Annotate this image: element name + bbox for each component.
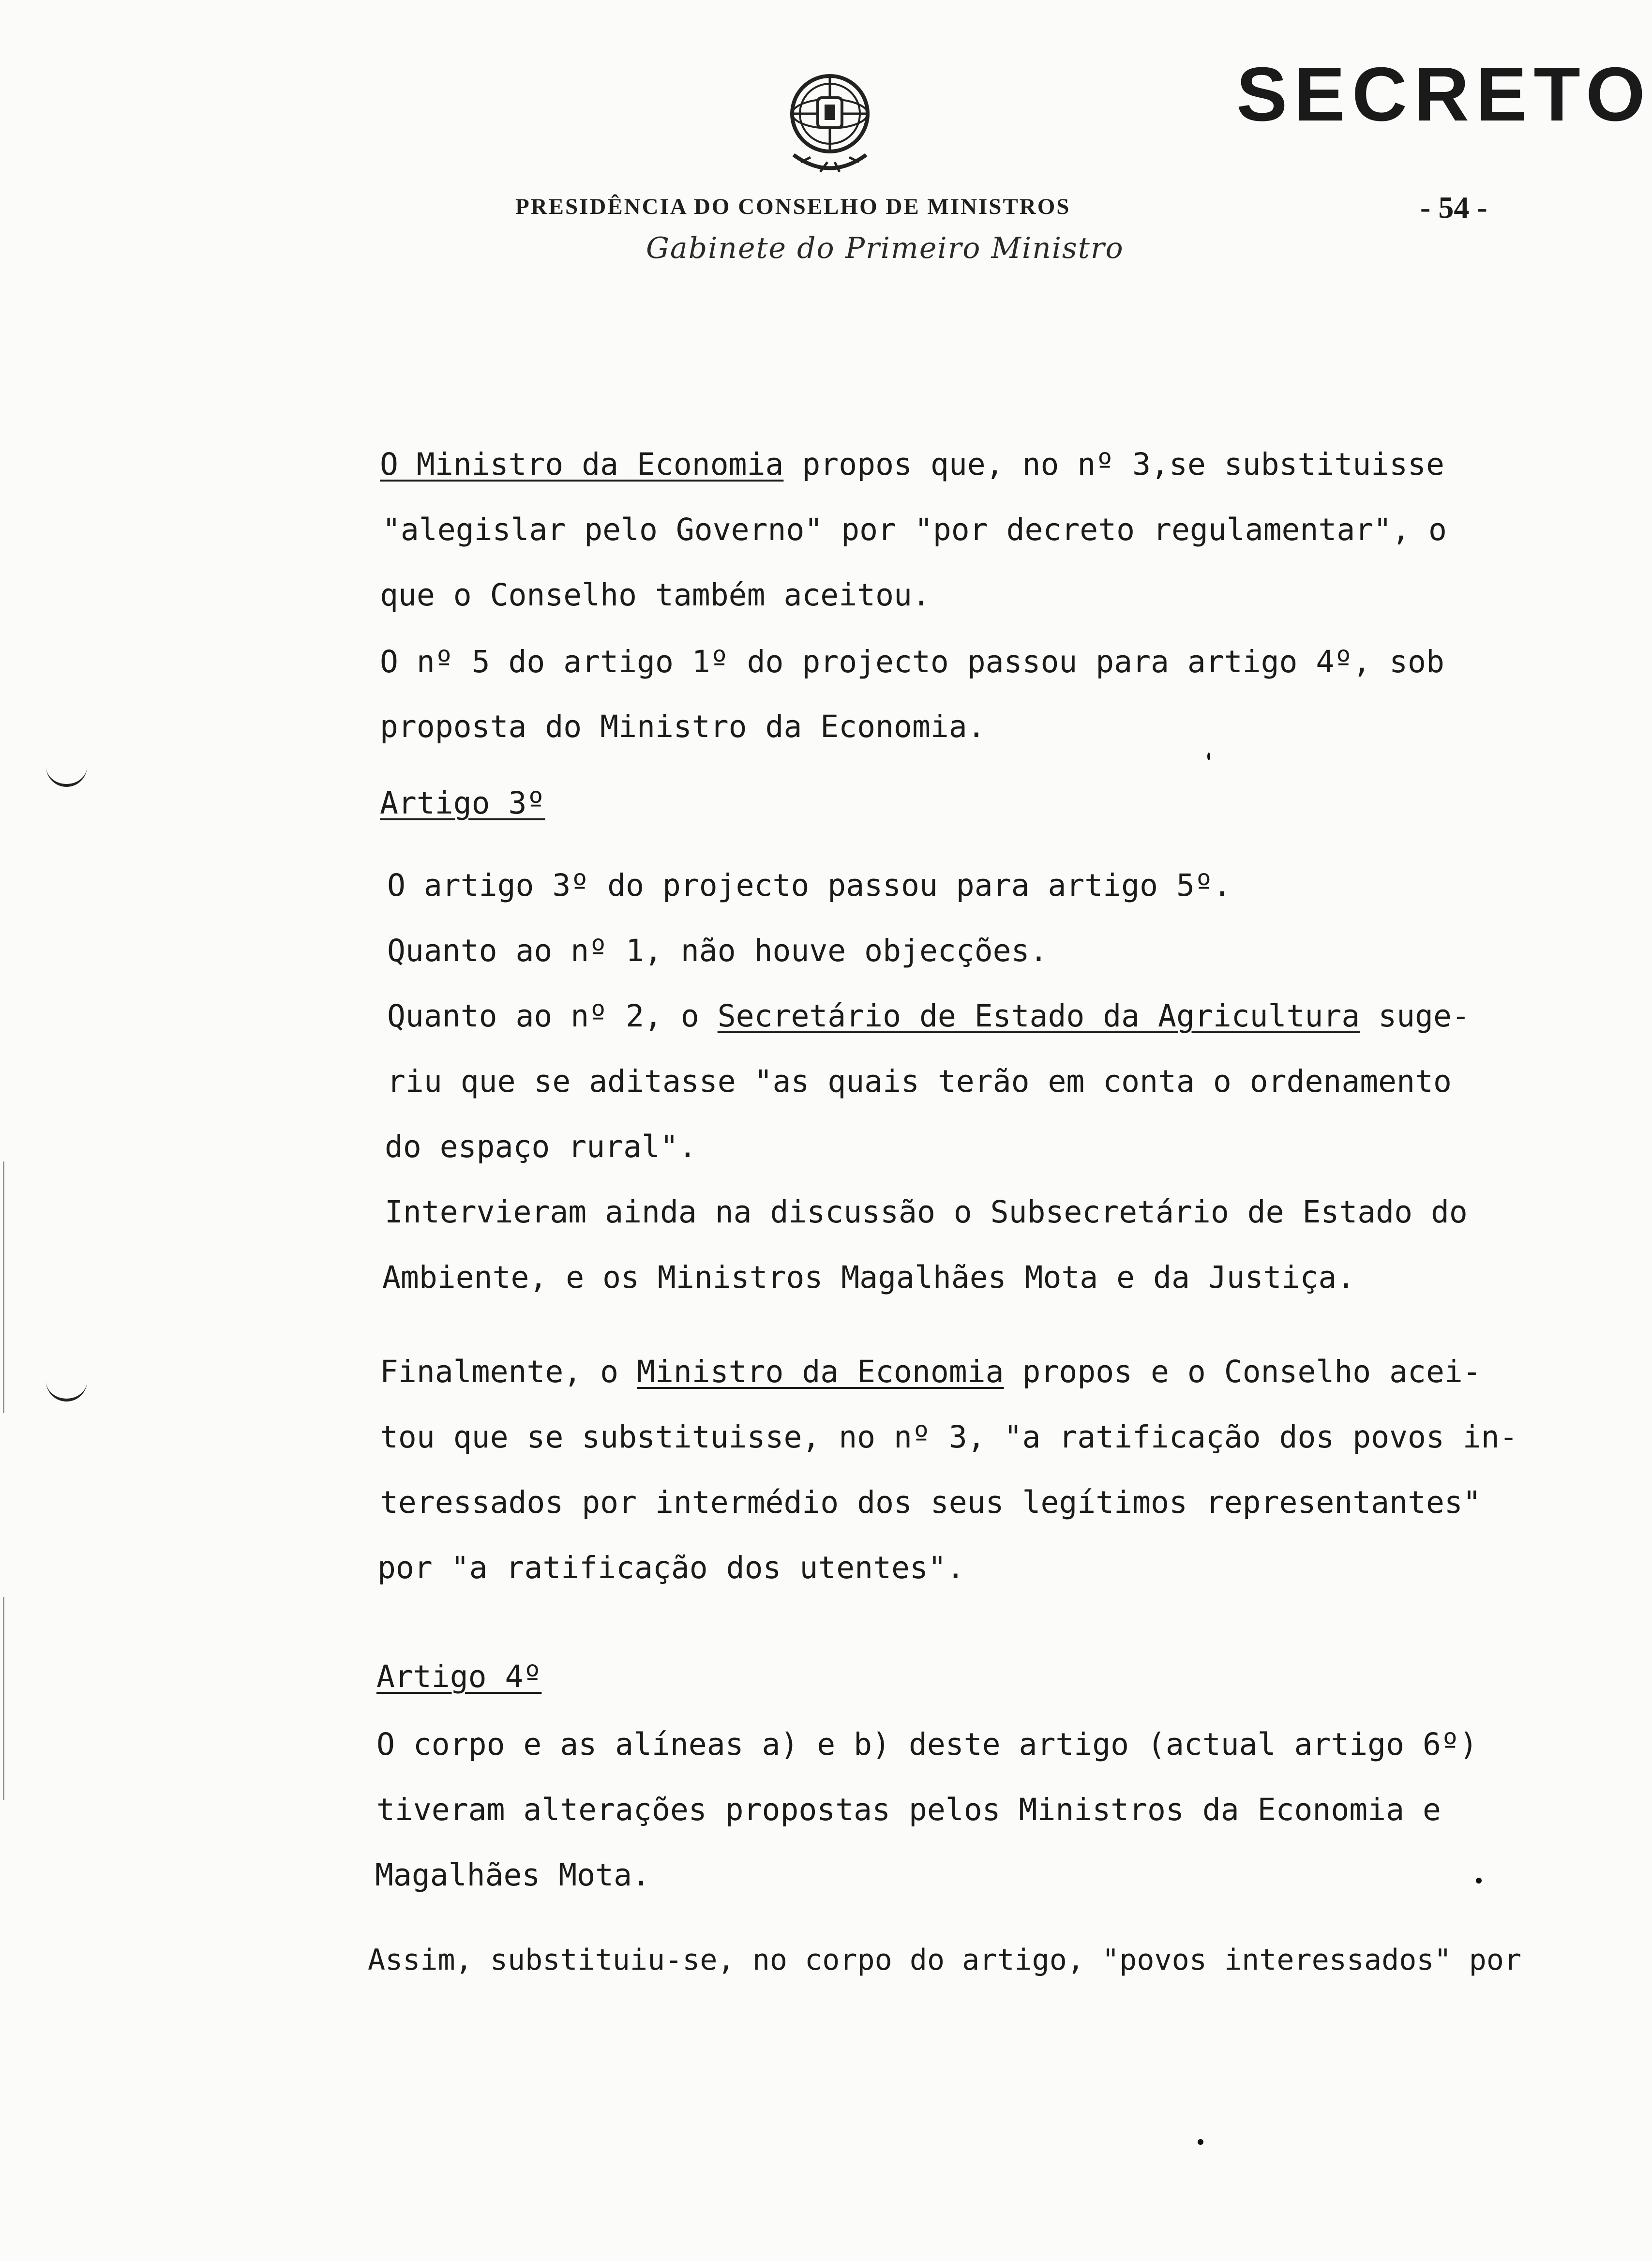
binder-hole-mark: [46, 755, 87, 787]
scan-edge-mark: [3, 1161, 4, 1413]
body-line: Quanto ao nº 2, o Secretário de Estado da Agricultura suge-: [387, 998, 1470, 1034]
body-line: O corpo e as alíneas a) e b) deste artigo (actual artigo 6º): [376, 1727, 1478, 1762]
body-line: Assim, substituiu-se, no corpo do artigo, "povos interessados" por: [368, 1943, 1522, 1977]
section-heading: Artigo 3º: [380, 785, 545, 821]
minister-name: O Ministro da Economia: [380, 447, 784, 482]
institution-heading: PRESIDÊNCIA DO CONSELHO DE MINISTROS: [515, 194, 1071, 219]
body-line: Intervieram ainda na discussão o Subsecretário de Estado do: [385, 1194, 1468, 1230]
body-line: do espaço rural".: [385, 1129, 697, 1164]
binder-hole-mark: [46, 1374, 87, 1402]
body-line: proposta do Ministro da Economia.: [380, 709, 986, 744]
body-line: teressados por intermédio dos seus legítimos representantes": [380, 1485, 1481, 1520]
body-line: que o Conselho também aceitou.: [380, 577, 931, 613]
page-number: - 54 -: [1420, 190, 1487, 225]
body-line: Magalhães Mota.: [375, 1857, 650, 1893]
section-heading: Artigo 4º: [376, 1659, 542, 1694]
secretary-name: Secretário de Estado da Agricultura: [717, 998, 1360, 1034]
ink-speck: [1476, 1878, 1482, 1884]
body-line: tiveram alterações propostas pelos Ministros da Economia e: [376, 1792, 1441, 1827]
body-line: Finalmente, o Ministro da Economia propos e o Conselho acei-: [380, 1354, 1481, 1389]
scan-edge-mark: [3, 1597, 4, 1800]
body-line: O nº 5 do artigo 1º do projecto passou para artigo 4º, sob: [380, 644, 1444, 679]
minister-name: Ministro da Economia: [637, 1354, 1004, 1389]
body-line: Ambiente, e os Ministros Magalhães Mota e da Justiça.: [382, 1260, 1355, 1295]
ink-speck: [1198, 2139, 1203, 2145]
classification-stamp: SECRETO: [1236, 52, 1652, 137]
body-line: O Ministro da Economia propos que, no nº 3,se substituisse: [380, 447, 1444, 482]
office-subheading: Gabinete do Primeiro Ministro: [646, 231, 1124, 265]
ink-speck: [1207, 753, 1210, 760]
body-line: tou que se substituisse, no nº 3, "a ratificação dos povos in-: [380, 1419, 1518, 1455]
body-line: riu que se aditasse "as quais terão em conta o ordenamento: [387, 1064, 1452, 1099]
coat-of-arms-emblem: [774, 63, 886, 184]
body-line: Quanto ao nº 1, não houve objecções.: [387, 933, 1048, 968]
body-line: "alegislar pelo Governo" por "por decreto regulamentar", o: [382, 512, 1447, 547]
body-line: por "a ratificação dos utentes".: [377, 1550, 965, 1585]
body-line: O artigo 3º do projecto passou para artigo 5º.: [387, 868, 1231, 903]
